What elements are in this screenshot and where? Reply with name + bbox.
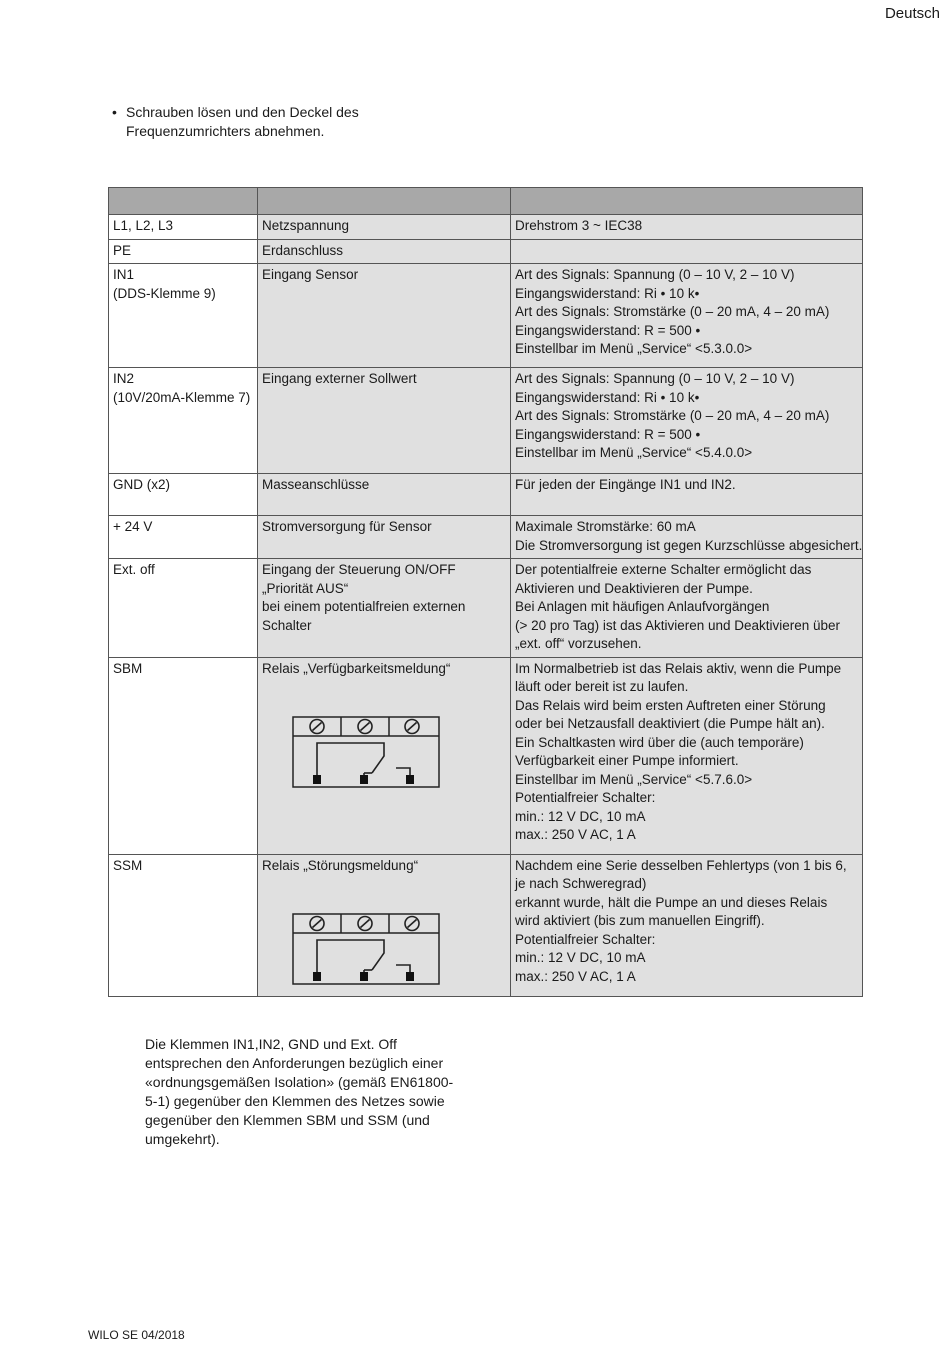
details-line: Art des Signals: Stromstärke (0 – 20 mA, 4 – 20 mA) <box>515 304 830 319</box>
details-line: Für jeden der Eingänge IN1 und IN2. <box>515 477 736 492</box>
details-line: Aktivieren und Deaktivieren der Pumpe. <box>515 580 753 596</box>
details-line: Bei Anlagen mit häufigen Anlaufvorgängen <box>515 599 770 614</box>
isolation-note: Die Klemmen IN1,IN2, GND und Ext. Off entsprechen den Anforderungen bezüglich einer «ordnungsgemäßen Isolation» (gemäß EN61800-5-1) gegenüber den Klemmen des Netzes sowie gegenüber den Klemmen SBM und SSM (und umgekehrt). <box>145 1036 454 1147</box>
function-cell <box>258 368 511 474</box>
details-line: Drehstrom 3 ~ IEC38 <box>515 218 643 233</box>
terminal-screw-icon <box>310 720 324 734</box>
bullet-point: • <box>112 104 117 120</box>
details-cell <box>511 516 863 559</box>
table-row <box>109 474 863 516</box>
function-cell <box>258 559 511 658</box>
details-line: max.: 250 V AC, 1 A <box>515 968 636 984</box>
function-cell <box>258 239 511 264</box>
details-line: erkannt wurde, hält die Pumpe an und dieses Relais <box>515 894 828 910</box>
function-line: Eingang der Steuerung ON/OFF <box>262 562 456 577</box>
table-row <box>109 264 863 368</box>
function-line: Masseanschlüsse <box>262 477 370 492</box>
details-line: oder bei Netzausfall deaktiviert (die Pumpe hält an). <box>515 716 825 731</box>
details-line: Einstellbar im Menü „Service“ <5.7.6.0> <box>515 771 753 787</box>
terminal-cell <box>109 474 258 516</box>
details-line: Eingangswiderstand: R = 500 • <box>515 322 701 338</box>
details-line: läuft oder bereit ist zu laufen. <box>515 679 689 694</box>
terminal-line: + 24 V <box>113 519 153 534</box>
header-cell-details <box>511 188 863 215</box>
details-line: Art des Signals: Spannung (0 – 10 V, 2 – 10 V) <box>515 371 795 386</box>
footer-publisher: WILO SE 04/2018 <box>88 1328 185 1342</box>
terminal-cell <box>109 516 258 559</box>
function-line: Netzspannung <box>262 218 350 233</box>
details-line: min.: 12 V DC, 10 mA <box>515 950 646 965</box>
header-cell-function <box>258 188 511 215</box>
terminal-screw-icon <box>310 917 324 931</box>
terminal-line: (DDS-Klemme 9) <box>113 285 216 301</box>
table-row <box>109 516 863 559</box>
function-cell <box>258 474 511 516</box>
details-line: Eingangswiderstand: Ri • 10 k• <box>515 389 700 405</box>
details-line: Ein Schaltkasten wird über die (auch temporäre) <box>515 734 804 750</box>
details-line: Die Stromversorgung ist gegen Kurzschlüsse abgesichert. <box>515 537 863 553</box>
details-line: je nach Schweregrad) <box>515 876 647 891</box>
terminal-cell <box>109 854 258 996</box>
details-line: Einstellbar im Menü „Service“ <5.4.0.0> <box>515 445 753 460</box>
relay-diagram-ssm <box>292 913 442 986</box>
details-cell <box>511 657 863 854</box>
table-row <box>109 215 863 240</box>
details-line: Das Relais wird beim ersten Auftreten einer Störung <box>515 697 826 713</box>
function-cell <box>258 657 511 854</box>
details-line: „ext. off“ vorzusehen. <box>515 636 642 651</box>
terminal-screw-icon <box>405 720 419 734</box>
terminal-screw-icon <box>405 917 419 931</box>
table-row <box>109 854 863 996</box>
details-cell <box>511 474 863 516</box>
terminal-line: L1, L2, L3 <box>113 218 174 233</box>
details-cell <box>511 854 863 996</box>
details-line: Verfügbarkeit einer Pumpe informiert. <box>515 753 739 768</box>
details-line: Potentialfreier Schalter: <box>515 790 656 805</box>
terminal-cell <box>109 215 258 240</box>
details-cell <box>511 264 863 368</box>
table-row <box>109 368 863 474</box>
terminal-cell <box>109 368 258 474</box>
language-label: Deutsch <box>884 5 940 22</box>
terminal-screw-icon <box>358 917 372 931</box>
terminal-line: Ext. off <box>113 562 155 577</box>
details-line: Eingangswiderstand: R = 500 • <box>515 426 701 442</box>
function-line: Stromversorgung für Sensor <box>262 519 432 534</box>
details-line: (> 20 pro Tag) ist das Aktivieren und Deaktivieren über <box>515 617 841 633</box>
function-line: „Priorität AUS“ <box>262 580 349 596</box>
details-cell <box>511 559 863 658</box>
terminal-table <box>108 187 863 997</box>
details-line: Art des Signals: Stromstärke (0 – 20 mA, 4 – 20 mA) <box>515 408 830 423</box>
details-line: Der potentialfreie externe Schalter ermöglicht das <box>515 562 812 577</box>
intro-instruction <box>112 103 412 141</box>
function-cell <box>258 516 511 559</box>
header-cell-terminal <box>109 188 258 215</box>
details-line: wird aktiviert (bis zum manuellen Eingriff). <box>515 913 765 928</box>
terminal-line: (10V/20mA-Klemme 7) <box>113 389 251 405</box>
details-line: Potentialfreier Schalter: <box>515 931 656 947</box>
details-cell <box>511 239 863 264</box>
details-line: Art des Signals: Spannung (0 – 10 V, 2 – 10 V) <box>515 267 795 282</box>
function-cell <box>258 264 511 368</box>
terminal-line: IN2 <box>113 371 135 386</box>
terminal-cell <box>109 559 258 658</box>
details-line: Einstellbar im Menü „Service“ <5.3.0.0> <box>515 341 753 356</box>
function-line: Relais „Störungsmeldung“ <box>262 857 419 873</box>
table-row <box>109 657 863 854</box>
function-line: bei einem potentialfreien externen <box>262 599 466 614</box>
terminal-line: SSM <box>113 857 143 873</box>
terminal-line: IN1 <box>113 267 135 282</box>
details-cell <box>511 368 863 474</box>
terminal-screw-icon <box>358 720 372 734</box>
details-line: Nachdem eine Serie desselben Fehlertyps (von 1 bis 6, <box>515 857 847 873</box>
function-line: Eingang Sensor <box>262 267 359 282</box>
intro-text: Schrauben lösen und den Deckel des Frequenzumrichters abnehmen. <box>126 104 359 139</box>
details-line: Maximale Stromstärke: 60 mA <box>515 519 696 534</box>
details-cell <box>511 215 863 240</box>
terminal-cell <box>109 264 258 368</box>
details-line: Im Normalbetrieb ist das Relais aktiv, wenn die Pumpe <box>515 660 842 676</box>
function-line: Eingang externer Sollwert <box>262 371 417 386</box>
table-header-row <box>109 188 863 215</box>
details-line: Eingangswiderstand: Ri • 10 k• <box>515 285 700 301</box>
details-line: min.: 12 V DC, 10 mA <box>515 808 646 824</box>
terminal-line: PE <box>113 242 132 258</box>
terminal-cell <box>109 657 258 854</box>
terminal-line: GND (x2) <box>113 477 170 492</box>
relay-diagram-sbm <box>292 716 442 789</box>
function-cell <box>258 854 511 996</box>
function-line: Erdanschluss <box>262 242 344 258</box>
table-row <box>109 239 863 264</box>
terminal-cell <box>109 239 258 264</box>
terminal-line: SBM <box>113 660 143 676</box>
details-line: max.: 250 V AC, 1 A <box>515 827 636 842</box>
function-line: Relais „Verfügbarkeitsmeldung“ <box>262 660 451 676</box>
function-cell <box>258 215 511 240</box>
function-line: Schalter <box>262 617 312 633</box>
table-row <box>109 559 863 658</box>
